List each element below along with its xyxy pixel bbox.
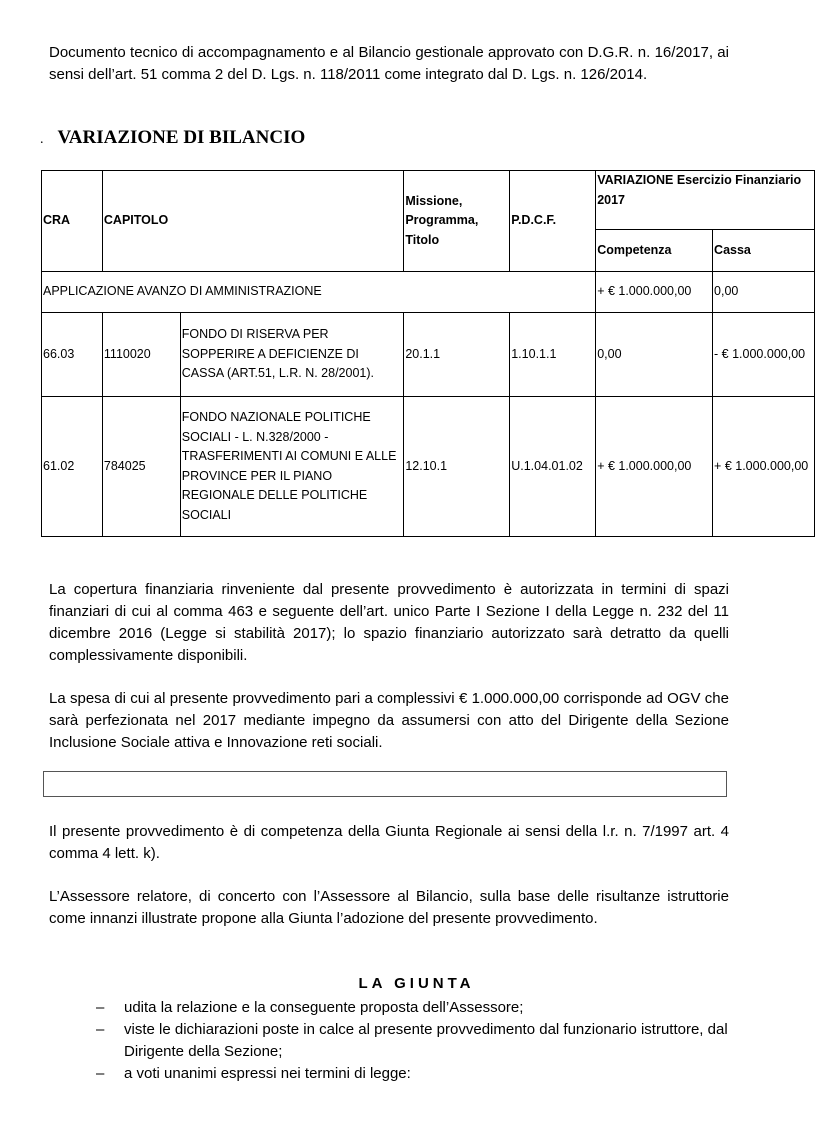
list-item	[96, 997, 736, 1019]
empty-box	[43, 771, 727, 797]
cell-descrizione: FONDO DI RISERVA PER SOPPERIRE A DEFICIENZE DI CASSA (ART.51, L.R. N. 28/2001).	[180, 313, 404, 397]
table-row-avanzo	[42, 272, 815, 313]
assessore-paragraph: L’Assessore relatore, di concerto con l’Assessore al Bilancio, sulla base delle risultanze istruttorie come innanzi illustrate propone alla Giunta l’adozione del presente provvedimento.	[49, 888, 729, 927]
list-item-text: a voti unanimi espressi nei termini di legge:	[124, 1065, 411, 1082]
table-header-row	[42, 171, 815, 230]
copertura-paragraph: La copertura finanziaria rinveniente dal presente provvedimento è autorizzata in termini di spazi finanziari di cui al comma 463 e seguente dell’art. unico Parte I Sezione I della Legge n. 232 del 11 dicembre 2016 (Legge si stabilità 2017); lo spazio finanziario autorizzato sarà detratto da quelli complessivamente disponibili.	[49, 581, 729, 664]
variazione-table	[41, 170, 815, 537]
intro-paragraph: Documento tecnico di accompagnamento e al Bilancio gestionale approvato con D.G.R. n. 16/2017, ai sensi dell’art. 51 comma 2 del D. Lgs. n. 118/2011 come integrato dal D. Lgs. n. 126/2014.	[49, 44, 729, 83]
cell-capitolo: 784025	[102, 397, 180, 537]
cell-cassa: + € 1.000.000,00	[713, 397, 815, 537]
cell-pdcf: 1.10.1.1	[510, 313, 596, 397]
header-capitolo: CAPITOLO	[102, 171, 403, 272]
competenza-paragraph: Il presente provvedimento è di competenza della Giunta Regionale ai sensi della l.r. n. 7/1997 art. 4 comma 4 lett. k).	[49, 823, 729, 862]
section-heading	[40, 127, 305, 149]
heading-bullet: .	[40, 132, 44, 147]
section-title: VARIAZIONE DI BILANCIO	[57, 127, 306, 148]
avanzo-cassa: 0,00	[713, 272, 815, 313]
header-cassa: Cassa	[713, 230, 815, 272]
cell-missione: 12.10.1	[404, 397, 510, 537]
header-cra: CRA	[42, 171, 103, 272]
cell-cra: 61.02	[42, 397, 103, 537]
dash-marker: –	[96, 1021, 105, 1038]
header-pdcf: P.D.C.F.	[510, 171, 596, 272]
cell-competenza: + € 1.000.000,00	[596, 397, 713, 537]
table-row	[42, 397, 815, 537]
cell-cassa: - € 1.000.000,00	[713, 313, 815, 397]
list-item	[96, 1063, 736, 1085]
avanzo-label: APPLICAZIONE AVANZO DI AMMINISTRAZIONE	[42, 272, 596, 313]
avanzo-competenza: + € 1.000.000,00	[596, 272, 713, 313]
table-row	[42, 313, 815, 397]
list-item	[96, 1019, 736, 1063]
dash-marker: –	[96, 999, 105, 1016]
header-competenza: Competenza	[596, 230, 713, 272]
cell-descrizione: FONDO NAZIONALE POLITICHE SOCIALI - L. N.328/2000 - TRASFERIMENTI AI COMUNI E ALLE PROVINCE PER IL PIANO REGIONALE DELLE POLITICHE SOCIALI	[180, 397, 404, 537]
dash-marker: –	[96, 1065, 105, 1082]
header-variazione: VARIAZIONE Esercizio Finanziario 2017	[596, 171, 815, 230]
giunta-title: LA GIUNTA	[358, 975, 475, 992]
giunta-list	[96, 997, 736, 1085]
cell-competenza: 0,00	[596, 313, 713, 397]
list-item-text: udita la relazione e la conseguente proposta dell’Assessore;	[124, 999, 524, 1016]
cell-missione: 20.1.1	[404, 313, 510, 397]
spesa-paragraph: La spesa di cui al presente provvedimento pari a complessivi € 1.000.000,00 corrisponde ad OGV che sarà perfezionata nel 2017 mediante impegno da assumersi con atto del Dirigente della Sezione Inclusione Sociale attiva e Innovazione reti sociali.	[49, 690, 729, 751]
cell-capitolo: 1110020	[102, 313, 180, 397]
list-item-text: viste le dichiarazioni poste in calce al presente provvedimento dal funzionario istruttore, dal Dirigente della Sezione;	[124, 1021, 728, 1060]
cell-pdcf: U.1.04.01.02	[510, 397, 596, 537]
cell-cra: 66.03	[42, 313, 103, 397]
header-missione: Missione, Programma, Titolo	[404, 171, 510, 272]
